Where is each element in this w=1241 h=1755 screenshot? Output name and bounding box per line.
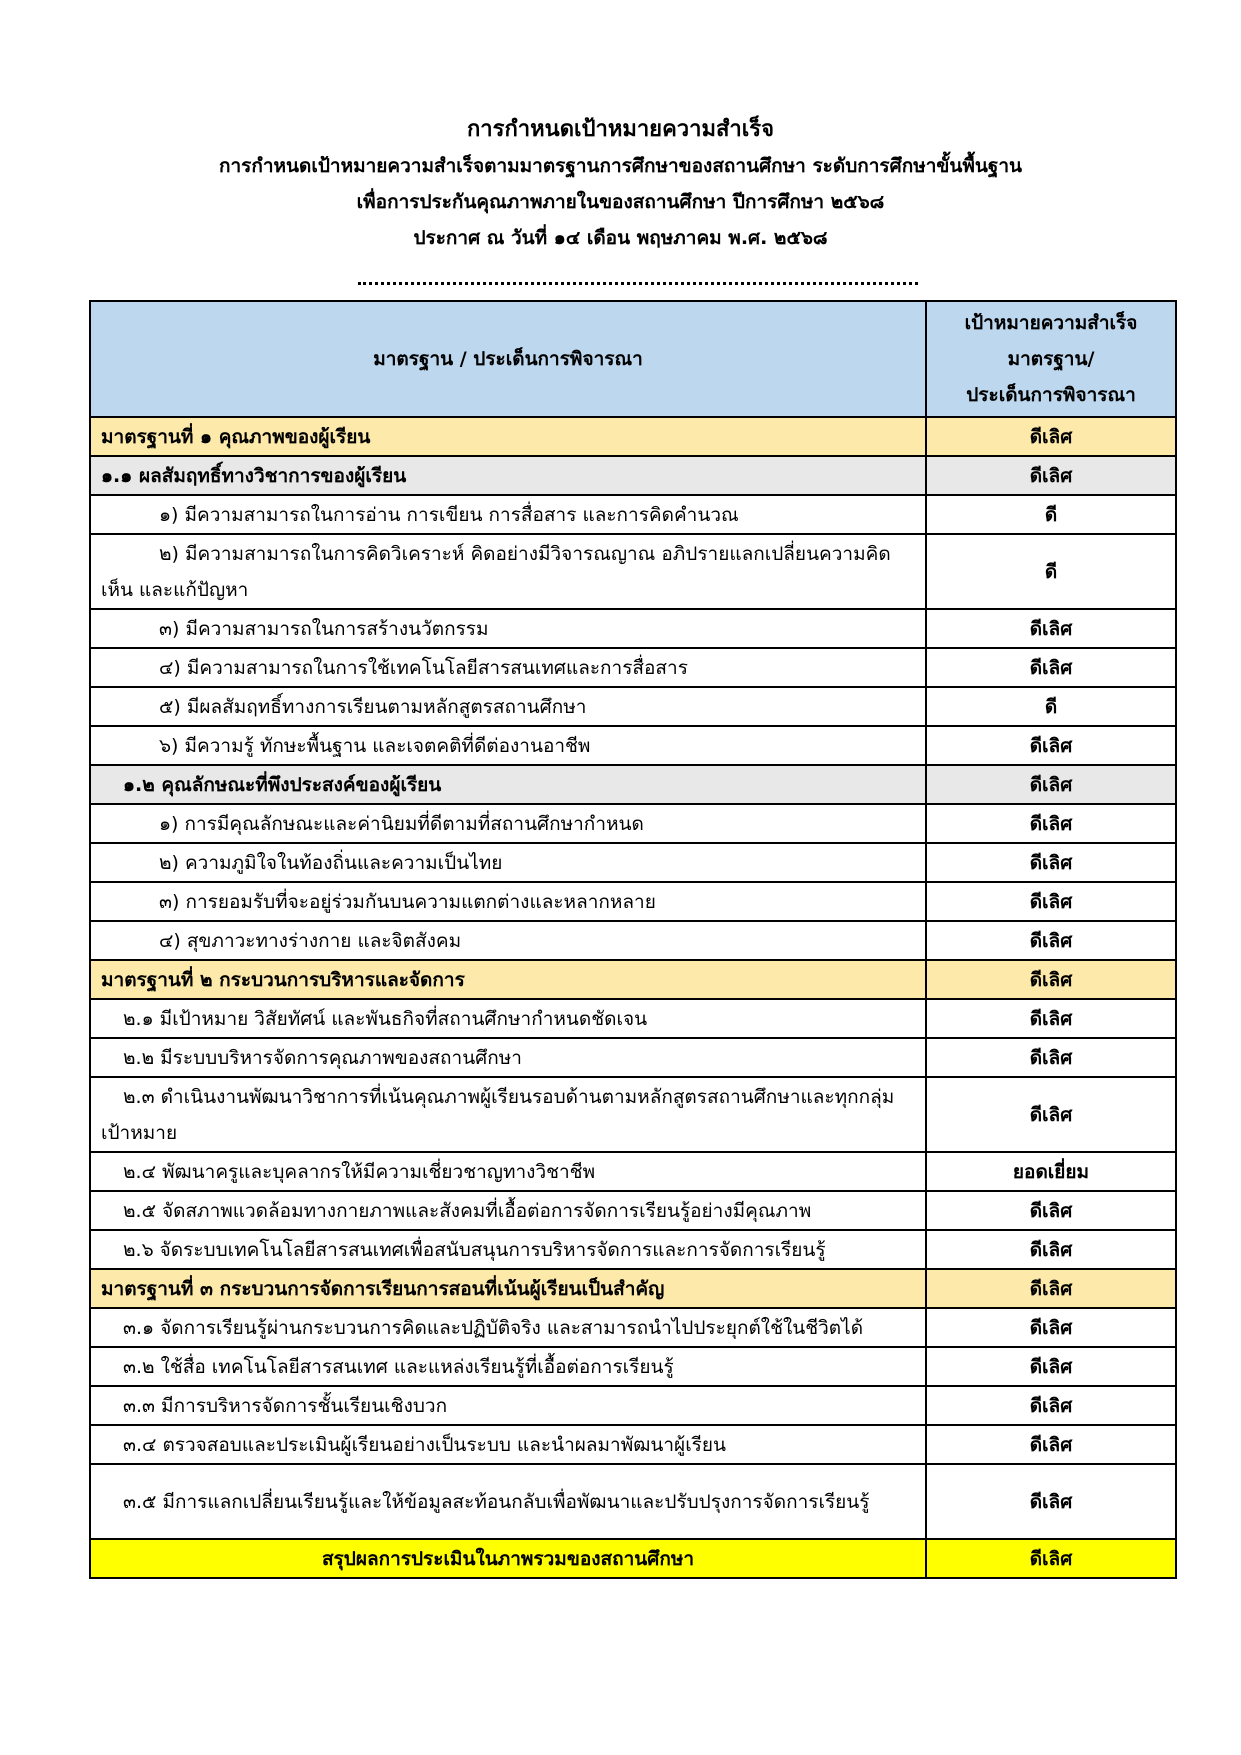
criterion-label: ๒.๓ ดำเนินงานพัฒนาวิชาการที่เน้นคุณภาพผู้เรียนรอบด้านตามหลักสูตรสถานศึกษาและทุกกลุ่มเป้าหมาย [90, 1077, 926, 1152]
sub-standard-row [90, 456, 1176, 495]
target-value: ดีเลิศ [926, 648, 1176, 687]
table-row [90, 921, 1176, 960]
dotted-divider [358, 272, 918, 285]
table-row [90, 1308, 1176, 1347]
summary-value: ดีเลิศ [926, 1539, 1176, 1578]
table-row [90, 726, 1176, 765]
table-row [90, 1425, 1176, 1464]
summary-label: สรุปผลการประเมินในภาพรวมของสถานศึกษา [90, 1539, 926, 1578]
criterion-label: ๓.๓ มีการบริหารจัดการชั้นเรียนเชิงบวก [90, 1386, 926, 1425]
standard-label: มาตรฐานที่ ๒ กระบวนการบริหารและจัดการ [90, 960, 926, 999]
summary-row [90, 1539, 1176, 1578]
target-value: ดี [926, 687, 1176, 726]
criterion-label: ๒.๒ มีระบบบริหารจัดการคุณภาพของสถานศึกษา [90, 1038, 926, 1077]
target-value: ดีเลิศ [926, 999, 1176, 1038]
target-value: ดี [926, 534, 1176, 609]
target-value: ดีเลิศ [926, 1308, 1176, 1347]
criterion-label: ๑) การมีคุณลักษณะและค่านิยมที่ดีตามที่สถานศึกษากำหนด [90, 804, 926, 843]
table-row [90, 882, 1176, 921]
target-value: ดีเลิศ [926, 1191, 1176, 1230]
target-value: ดีเลิศ [926, 882, 1176, 921]
standard-label: มาตรฐานที่ ๓ กระบวนการจัดการเรียนการสอนที่เน้นผู้เรียนเป็นสำคัญ [90, 1269, 926, 1308]
target-value: ดีเลิศ [926, 609, 1176, 648]
table-row [90, 495, 1176, 534]
target-value: ดีเลิศ [926, 1464, 1176, 1539]
criterion-label: ๒.๑ มีเป้าหมาย วิสัยทัศน์ และพันธกิจที่สถานศึกษากำหนดชัดเจน [90, 999, 926, 1038]
table-row [90, 843, 1176, 882]
announcement-date: ประกาศ ณ วันที่ ๑๔ เดือน พฤษภาคม พ.ศ. ๒๕๖๘ [413, 227, 828, 249]
criterion-label: ๒) มีความสามารถในการคิดวิเคราะห์ คิดอย่างมีวิจารณญาณ อภิปรายแลกเปลี่ยนความคิดเห็น และแก้ปัญหา [90, 534, 926, 609]
target-value: ดีเลิศ [926, 1077, 1176, 1152]
criterion-label: ๑) มีความสามารถในการอ่าน การเขียน การสื่อสาร และการคิดคำนวณ [90, 495, 926, 534]
table-row [90, 1464, 1176, 1539]
target-value: ดีเลิศ [926, 765, 1176, 804]
table-row [90, 1191, 1176, 1230]
table-row [90, 1038, 1176, 1077]
standard-row [90, 417, 1176, 456]
criterion-label: ๓.๑ จัดการเรียนรู้ผ่านกระบวนการคิดและปฏิบัติจริง และสามารถนำไปประยุกต์ใช้ในชีวิตได้ [90, 1308, 926, 1347]
table-header-row [90, 301, 1176, 417]
sub-standard-label: ๑.๒ คุณลักษณะที่พึงประสงค์ของผู้เรียน [90, 765, 926, 804]
criterion-label: ๓) การยอมรับที่จะอยู่ร่วมกันบนความแตกต่างและหลากหลาย [90, 882, 926, 921]
standard-row [90, 1269, 1176, 1308]
column-header-target: เป้าหมายความสำเร็จ มาตรฐาน/ ประเด็นการพิจารณา [926, 301, 1176, 417]
criterion-label: ๔) สุขภาวะทางร่างกาย และจิตสังคม [90, 921, 926, 960]
criterion-label: ๒) ความภูมิใจในท้องถิ่นและความเป็นไทย [90, 843, 926, 882]
criterion-label: ๒.๔ พัฒนาครูและบุคลากรให้มีความเชี่ยวชาญทางวิชาชีพ [90, 1152, 926, 1191]
table-row [90, 1386, 1176, 1425]
target-value: ดีเลิศ [926, 1038, 1176, 1077]
table-row [90, 648, 1176, 687]
target-value: ดีเลิศ [926, 843, 1176, 882]
table-row [90, 534, 1176, 609]
target-value: ดีเลิศ [926, 456, 1176, 495]
document-header [0, 112, 1241, 256]
target-value: ดีเลิศ [926, 921, 1176, 960]
target-value: ดีเลิศ [926, 960, 1176, 999]
table-row [90, 999, 1176, 1038]
standard-label: มาตรฐานที่ ๑ คุณภาพของผู้เรียน [90, 417, 926, 456]
table-row [90, 804, 1176, 843]
table-row [90, 1077, 1176, 1152]
target-value: ดีเลิศ [926, 804, 1176, 843]
column-header-standard: มาตรฐาน / ประเด็นการพิจารณา [90, 301, 926, 417]
criterion-label: ๓.๕ มีการแลกเปลี่ยนเรียนรู้และให้ข้อมูลสะท้อนกลับเพื่อพัฒนาและปรับปรุงการจัดการเรียนรู้ [90, 1464, 926, 1539]
table-row [90, 1152, 1176, 1191]
table-row [90, 687, 1176, 726]
target-value: ดีเลิศ [926, 1425, 1176, 1464]
table-row [90, 1347, 1176, 1386]
document-purpose: เพื่อการประกันคุณภาพภายในของสถานศึกษา ปีการศึกษา ๒๕๖๘ [356, 191, 885, 213]
target-value: ดีเลิศ [926, 1269, 1176, 1308]
target-value: ดีเลิศ [926, 1230, 1176, 1269]
criterion-label: ๕) มีผลสัมฤทธิ์ทางการเรียนตามหลักสูตรสถานศึกษา [90, 687, 926, 726]
criterion-label: ๓.๔ ตรวจสอบและประเมินผู้เรียนอย่างเป็นระบบ และนำผลมาพัฒนาผู้เรียน [90, 1425, 926, 1464]
standards-table [89, 300, 1177, 1579]
target-value: ดีเลิศ [926, 417, 1176, 456]
criterion-label: ๓) มีความสามารถในการสร้างนวัตกรรม [90, 609, 926, 648]
sub-standard-label: ๑.๑ ผลสัมฤทธิ์ทางวิชาการของผู้เรียน [90, 456, 926, 495]
target-value: ดีเลิศ [926, 1347, 1176, 1386]
criterion-label: ๓.๒ ใช้สื่อ เทคโนโลยีสารสนเทศ และแหล่งเรียนรู้ที่เอื้อต่อการเรียนรู้ [90, 1347, 926, 1386]
target-value: ดีเลิศ [926, 1386, 1176, 1425]
document-title: การกำหนดเป้าหมายความสำเร็จ [466, 117, 774, 142]
target-value: ดีเลิศ [926, 726, 1176, 765]
table-row [90, 1230, 1176, 1269]
criterion-label: ๔) มีความสามารถในการใช้เทคโนโลยีสารสนเทศและการสื่อสาร [90, 648, 926, 687]
criterion-label: ๒.๕ จัดสภาพแวดล้อมทางกายภาพและสังคมที่เอื้อต่อการจัดการเรียนรู้อย่างมีคุณภาพ [90, 1191, 926, 1230]
table-row [90, 609, 1176, 648]
standard-row [90, 960, 1176, 999]
target-value: ยอดเยี่ยม [926, 1152, 1176, 1191]
criterion-label: ๒.๖ จัดระบบเทคโนโลยีสารสนเทศเพื่อสนับสนุนการบริหารจัดการและการจัดการเรียนรู้ [90, 1230, 926, 1269]
sub-standard-row [90, 765, 1176, 804]
target-value: ดี [926, 495, 1176, 534]
document-subtitle: การกำหนดเป้าหมายความสำเร็จตามมาตรฐานการศึกษาของสถานศึกษา ระดับการศึกษาขั้นพื้นฐาน [218, 155, 1023, 177]
criterion-label: ๖) มีความรู้ ทักษะพื้นฐาน และเจตคติที่ดีต่องานอาชีพ [90, 726, 926, 765]
